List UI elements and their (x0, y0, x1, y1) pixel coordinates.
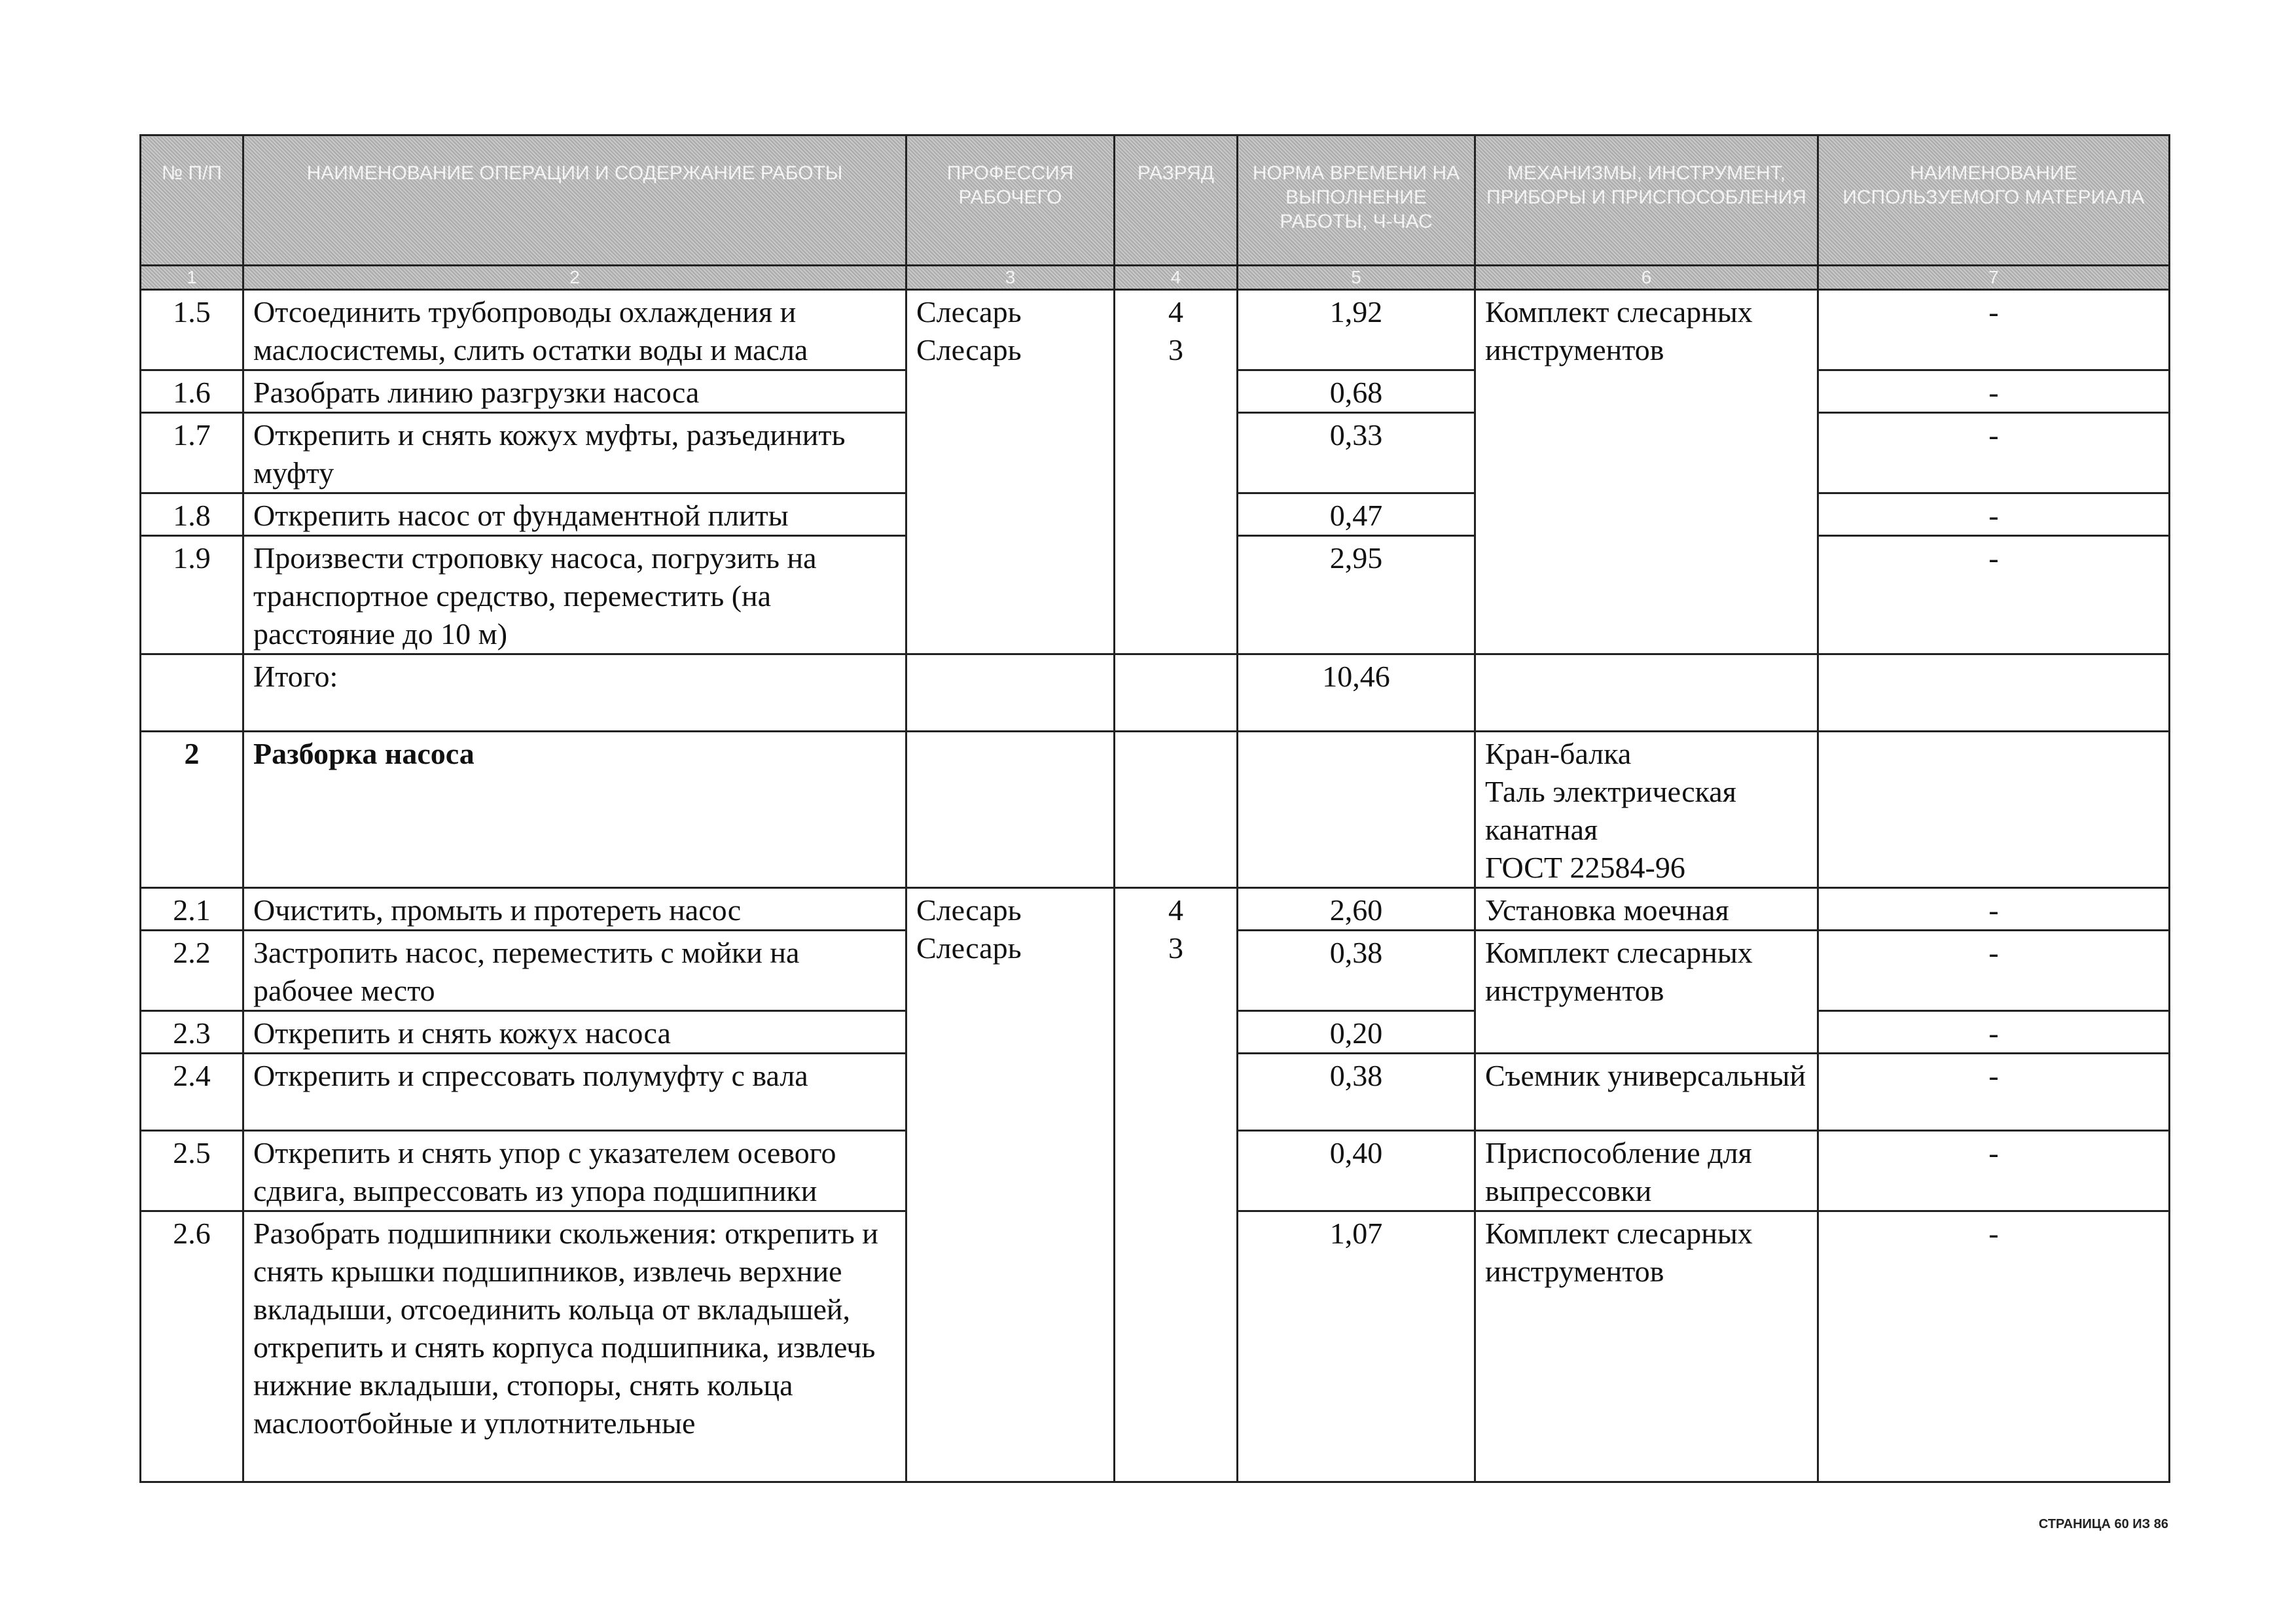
tools: Установка моечная (1475, 888, 1818, 931)
table-row (141, 888, 2170, 931)
row-num: 1.7 (141, 413, 243, 493)
time-norm: 0,38 (1238, 1054, 1475, 1131)
total-time: 10,46 (1238, 654, 1475, 732)
material: - (1818, 290, 2170, 370)
material (1818, 732, 2170, 888)
profession (906, 654, 1115, 732)
material: - (1818, 1054, 2170, 1131)
col-number: 5 (1238, 266, 1475, 290)
tools (1475, 654, 1818, 732)
operation-name: Открепить и снять кожух муфты, разъединить муфту (243, 413, 906, 493)
page-number: СТРАНИЦА 60 ИЗ 86 (2038, 1517, 2168, 1531)
header-material: НАИМЕНОВАНИЕ ИСПОЛЬЗУЕМОГО МАТЕРИАЛА (1818, 135, 2170, 266)
header-operation: НАИМЕНОВАНИЕ ОПЕРАЦИИ И СОДЕРЖАНИЕ РАБОТЫ (243, 135, 906, 266)
time-norm: 0,47 (1238, 493, 1475, 536)
operation-name: Застропить насос, переместить с мойки на рабочее место (243, 931, 906, 1011)
tools: Съемник универсальный (1475, 1054, 1818, 1131)
header-grade: РАЗРЯД (1115, 135, 1238, 266)
operation-name: Разобрать подшипники скольжения: открепить и снять крышки подшипников, извлечь верхние вкладыши, отсоединить кольца от вкладышей, открепить и снять корпуса подшипника, извлечь нижние вкладыши, стопоры, снять кольца маслоотбойные и уплотнительные (243, 1211, 906, 1482)
header-num: № П/П (141, 135, 243, 266)
col-number: 1 (141, 266, 243, 290)
material: - (1818, 1131, 2170, 1211)
grade: 4 (1168, 893, 1183, 927)
tools: Комплект слесарных инструментов (1475, 1211, 1818, 1482)
material: - (1818, 1011, 2170, 1054)
col-number: 4 (1115, 266, 1238, 290)
row-num: 2.1 (141, 888, 243, 931)
material: - (1818, 493, 2170, 536)
time-norm: 0,38 (1238, 931, 1475, 1011)
material (1818, 654, 2170, 732)
row-num: 2.3 (141, 1011, 243, 1054)
total-row (141, 654, 2170, 732)
header-tools: МЕХАНИЗМЫ, ИНСТРУМЕНТ, ПРИБОРЫ И ПРИСПОСОБЛЕНИЯ (1475, 135, 1818, 266)
time-norm: 0,20 (1238, 1011, 1475, 1054)
operation-name: Открепить и снять упор с указателем осевого сдвига, выпрессовать из упора подшипники (243, 1131, 906, 1211)
column-number-row (141, 266, 2170, 290)
grade: 4 3 (1115, 290, 1238, 654)
row-num: 1.5 (141, 290, 243, 370)
section-num: 2 (141, 732, 243, 888)
total-label: Итого: (243, 654, 906, 732)
time-norm: 0,68 (1238, 370, 1475, 413)
col-number: 6 (1475, 266, 1818, 290)
grade (1115, 654, 1238, 732)
operation-name: Открепить и спрессовать полумуфту с вала (243, 1054, 906, 1131)
row-num: 1.9 (141, 536, 243, 654)
section-row (141, 732, 2170, 888)
profession-cell (906, 888, 1115, 1482)
row-num: 1.6 (141, 370, 243, 413)
material: - (1818, 370, 2170, 413)
col-number: 2 (243, 266, 906, 290)
col-number: 3 (906, 266, 1115, 290)
profession: Слесарь (916, 893, 1022, 927)
header-row (141, 135, 2170, 266)
operation-name: Разобрать линию разгрузки насоса (243, 370, 906, 413)
time-norm: 1,92 (1238, 290, 1475, 370)
header-profession: ПРОФЕССИЯ РАБОЧЕГО (906, 135, 1115, 266)
grade-cell (1115, 888, 1238, 1482)
operation-name: Открепить насос от фундаментной плиты (243, 493, 906, 536)
time-norm: 1,07 (1238, 1211, 1475, 1482)
row-num: 2.4 (141, 1054, 243, 1131)
header-time-norm: НОРМА ВРЕМЕНИ НА ВЫПОЛНЕНИЕ РАБОТЫ, Ч-ЧАС (1238, 135, 1475, 266)
operation-name: Отсоединить трубопроводы охлаждения и маслосистемы, слить остатки воды и масла (243, 290, 906, 370)
row-num: 1.8 (141, 493, 243, 536)
tools: Комплект слесарных инструментов (1475, 931, 1818, 1054)
row-num (141, 654, 243, 732)
time-norm: 2,95 (1238, 536, 1475, 654)
time-norm: 0,40 (1238, 1131, 1475, 1211)
tools: Комплект слесарных инструментов (1475, 290, 1818, 654)
material: - (1818, 1211, 2170, 1482)
operations-table (139, 134, 2170, 1483)
material: - (1818, 536, 2170, 654)
operation-name: Очистить, промыть и протереть насос (243, 888, 906, 931)
time-norm: 2,60 (1238, 888, 1475, 931)
material: - (1818, 413, 2170, 493)
tools: Приспособление для выпрессовки (1475, 1131, 1818, 1211)
tools: Кран-балка Таль электрическая канатная ГОСТ 22584-96 (1475, 732, 1818, 888)
col-number: 7 (1818, 266, 2170, 290)
operation-name: Произвести строповку насоса, погрузить на транспортное средство, переместить (на расстояние до 10 м) (243, 536, 906, 654)
row-num: 2.5 (141, 1131, 243, 1211)
row-num: 2.2 (141, 931, 243, 1011)
grade: 3 (1168, 931, 1183, 965)
section-title: Разборка насоса (243, 732, 906, 888)
profession: Слесарь Слесарь (906, 290, 1115, 654)
table-row (141, 290, 2170, 370)
operation-name: Открепить и снять кожух насоса (243, 1011, 906, 1054)
profession: Слесарь (916, 931, 1022, 965)
time-norm: 0,33 (1238, 413, 1475, 493)
material: - (1818, 931, 2170, 1011)
grade (1115, 732, 1238, 888)
material: - (1818, 888, 2170, 931)
row-num: 2.6 (141, 1211, 243, 1482)
profession (906, 732, 1115, 888)
time-norm (1238, 732, 1475, 888)
